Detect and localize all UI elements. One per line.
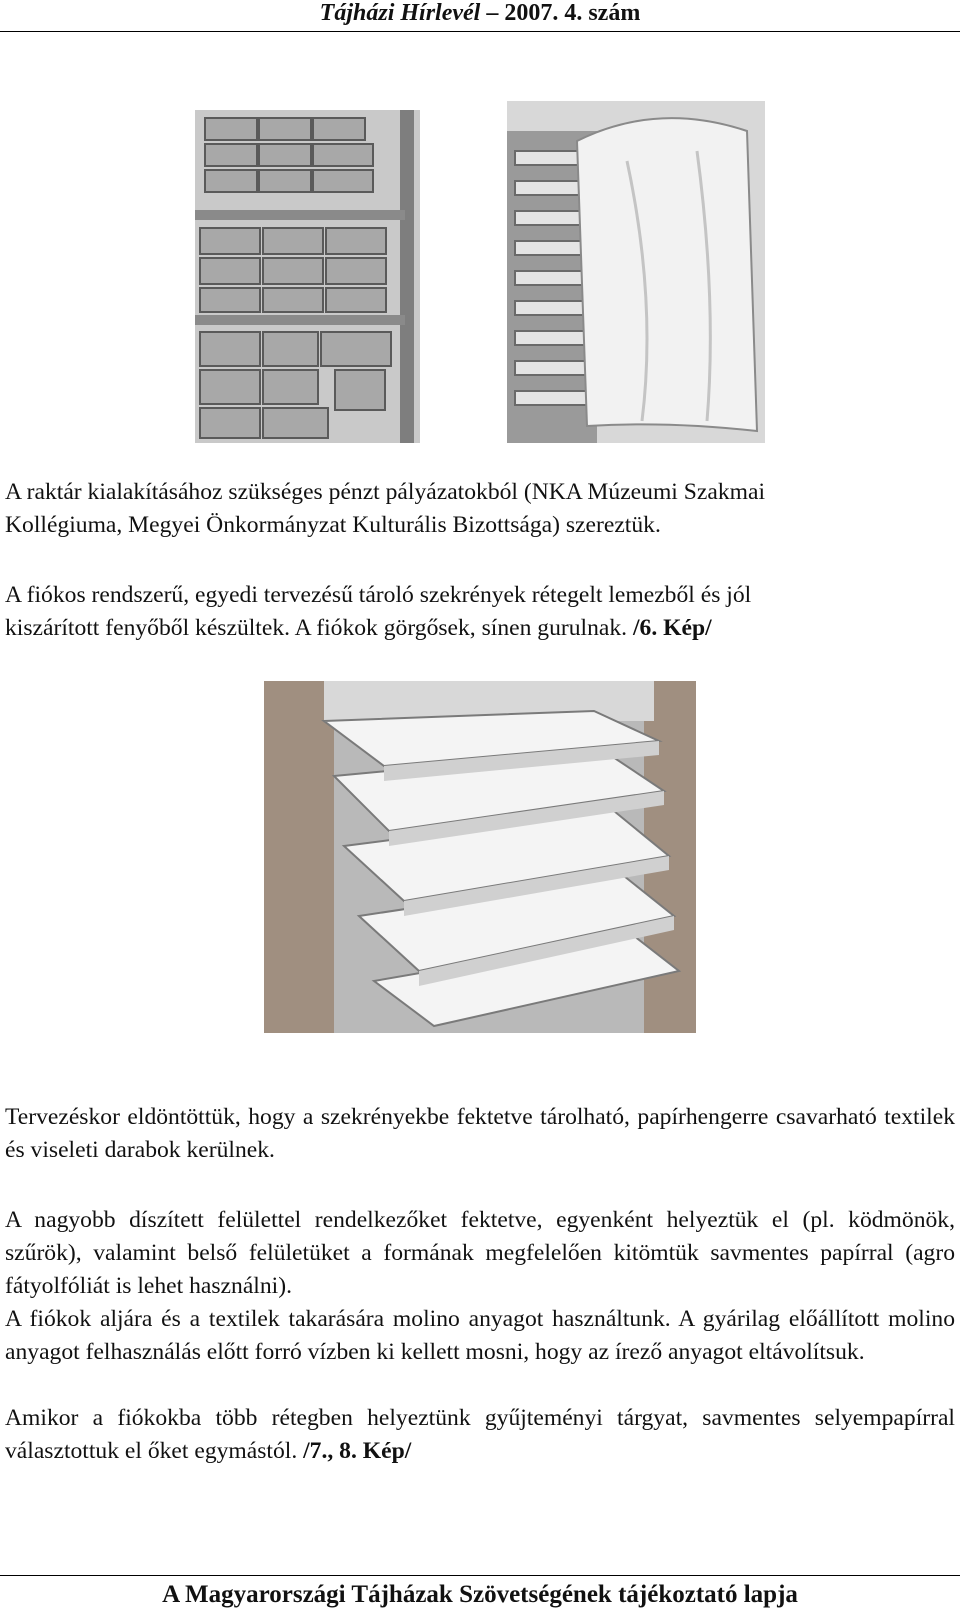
funding-line-2: Kollégiuma, Megyei Önkormányzat Kulturális Bizottsága) szereztük. (5, 512, 661, 538)
newsletter-title: Tájházi Hírlevél (319, 0, 481, 26)
newsletter-footer: A Magyarországi Tájházak Szövetségének tájékoztató lapja (162, 1581, 798, 1608)
image-ref-6: /6. Kép/ (632, 615, 712, 641)
paragraph-funding (5, 476, 955, 542)
paragraph-placement: A nagyobb díszített felülettel rendelkezőket fektetve, egyenként helyeztük el (pl. ködmönök, szűrök), valamint belső felületüket a formának megfelelően kitömtük savmentes papírral (agro fátyolfóliát is lehet használni). (5, 1207, 955, 1299)
paragraph-cabinets (5, 579, 955, 645)
header-rule (0, 31, 960, 32)
newsletter-header (0, 0, 960, 30)
issue-number: – 2007. 4. szám (480, 0, 641, 26)
layers-text: Amikor a fiókokba több rétegben helyeztünk gyűjteményi tárgyat, savmentes selyempapírral választottuk el őket egymástól. (5, 1405, 955, 1464)
cabinets-line-2: kiszárított fenyőből készültek. A fiókok görgősek, sínen gurulnak. (5, 615, 633, 641)
photo-box-shelves (195, 110, 420, 443)
paragraph-planning: Tervezéskor eldöntöttük, hogy a szekrényekbe fektetve tárolható, papírhengerre csavarható textilek és viseleti darabok kerülnek. (5, 1104, 955, 1163)
image-ref-7-8: /7., 8. Kép/ (303, 1438, 412, 1464)
photo-covered-rack (507, 101, 765, 443)
funding-line-1: A raktár kialakításához szükséges pénzt pályázatokból (NKA Múzeumi Szakmai (5, 479, 765, 505)
footer-rule (0, 1575, 960, 1576)
paragraph-layers (5, 1402, 955, 1468)
cabinets-line-1: A fiókos rendszerű, egyedi tervezésű tároló szekrények rétegelt lemezből és jól (5, 582, 752, 608)
paragraph-molino: A fiókok aljára és a textilek takarására molino anyagot használtunk. A gyárilag előállított molino anyagot felhasználás előtt forró vízben ki kellett mosni, hogy az írező anyagot eltávolítsuk. (5, 1306, 955, 1365)
photo-drawers (264, 681, 696, 1033)
